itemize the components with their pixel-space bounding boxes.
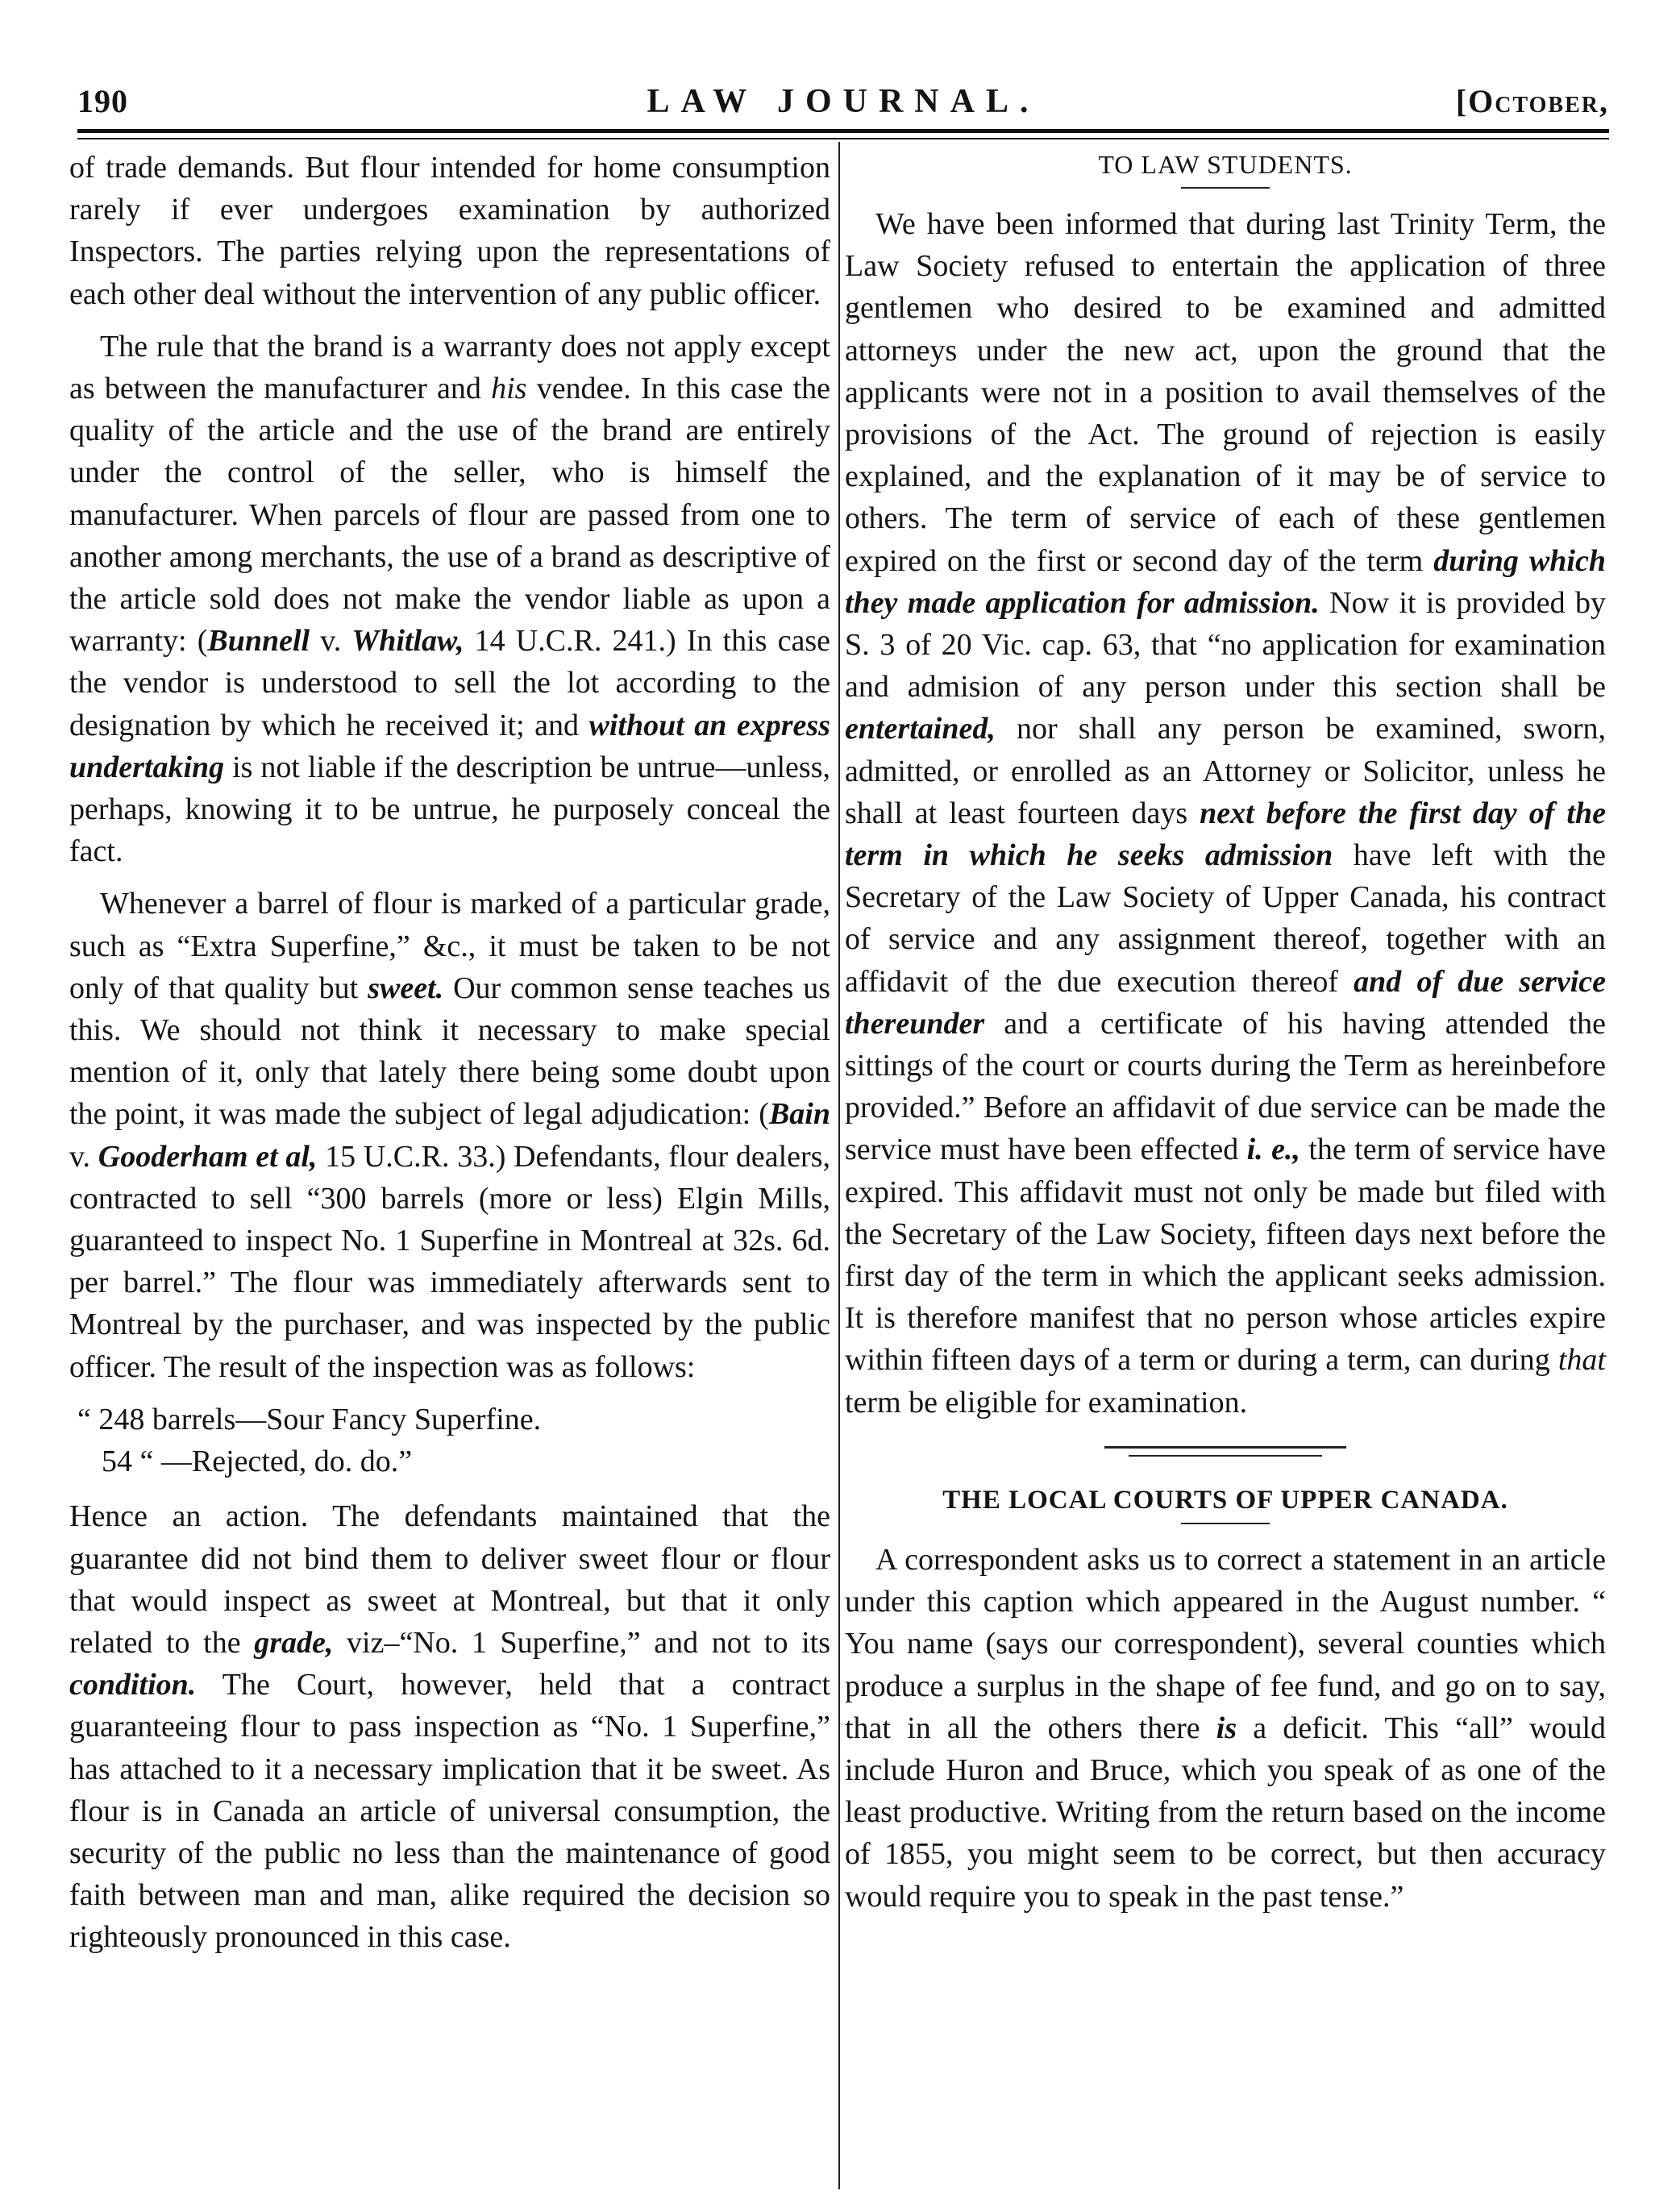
text-run: The Court, however, held that a contract guaranteeing flour to pass inspection as “No. 1 Superfine,” has attached to it a necessary implication that it be sweet. As flour is in Canada an article of universal consumption, the security of the public no less than the maintenance of good faith between man and man, alike required the decision so righteously pronounced in this case. [69,1668,830,1955]
page-header [77,79,1609,127]
italic-run: i. e., [1246,1133,1300,1167]
text-run: 15 U.C.R. 33.) Defendants, flour dealers, contracted to sell “300 barrels (more or less) Elgin Mills, guaranteed to inspect No. 1 Superfine in Montreal at 32s. 6d. per barrel.” The flour was immediately afterwards sent to Montreal by the purchaser, and was inspected by the public officer. The result of the inspection was as follows: [69,1139,830,1384]
divider-line [1104,1446,1346,1449]
text-run: have left with the Secretary of the Law Society of Upper Canada, his contract of service and any assignment thereof, together with an affidavit of the due execution thereof [845,838,1606,999]
case-citation: Bunnell [207,624,310,659]
title-underline [1181,187,1270,189]
text-run: nor shall any person be examined, sworn, admitted, or enrolled as an Attorney or Solicitor, unless he shall at least fourteen days [845,712,1606,830]
text-run: A correspondent asks us to correct a statement in an article under this caption which appeared in the August number. “ You name (says our correspondent), several counties which produce a surplus in the shape of fee fund, and go on to say, that in all the others there [845,1542,1606,1745]
text-run: is not liable if the description be untrue—unless, perhaps, knowing it to be untrue, he purposely conceal the fact. [69,750,830,869]
section-divider [1104,1446,1346,1457]
paragraph-law-students [845,203,1606,1424]
text-run: We have been informed that during last Trinity Term, the Law Society refused to entertain the application of three gentlemen who desired to be examined and admitted attorneys under the new act, upon the ground that the applicants were not in a position to avail themselves of the provisions of the Act. The ground of rejection is easily explained, and the explanation of it may be of service to others. The term of service of each of these gentlemen expired on the first or second day of the term [845,207,1606,578]
text-run: a deficit. This “all” would include Huron and Bruce, which you speak of as one of the least productive. Writing from the return based on the income of 1855, you might seem to be correct, but then accuracy would require you to speak in the past tense.” [845,1711,1606,1914]
italic-run: condition. [69,1668,197,1702]
left-column [69,147,830,1969]
italic-run: entertained, [845,712,996,746]
text-run: and a certificate of his having attended the sittings of the court or courts during the Term as hereinbefore provided.” Before an affidavit of due service can be made the service must have been effected [845,1006,1606,1167]
italic-run: that [1557,1343,1606,1378]
paragraph-flour-inspection: of trade demands. But flour intended for home consumption rarely if ever undergoes examination by authorized Inspectors. The parties relying upon the representations of each other deal without the intervention of any public officer. [69,151,830,311]
column-divider [838,142,840,2189]
italic-run: grade, [254,1625,334,1660]
case-citation: Bain [768,1097,830,1132]
header-rule-thin [77,138,1609,139]
journal-title: LAW JOURNAL. [647,83,1040,120]
case-citation: Whitlaw, [351,624,464,659]
italic-run: is [1216,1711,1237,1745]
issue-month: [October, [1455,83,1609,119]
case-citation: Gooderham et al, [98,1139,318,1174]
paragraph-court-decision [69,1495,830,1958]
italic-run: during which they made application for admission. [845,543,1606,620]
inspection-result-line: 54 “ —Rejected, do. do.” [102,1445,413,1479]
inspection-result-line: “ 248 barrels—Sour Fancy Superfine. [77,1402,542,1436]
text-run: term be eligible for examination. [845,1385,1248,1420]
italic-run: next before the first day of the term in which he seeks admission [845,796,1606,873]
text-run: the term of service have expired. This affidavit must not only be made but filed with the Secretary of the Law Society, fifteen days next before the first day of the term in which the applicant seeks admission. It is therefore manifest that no person whose articles expire within fifteen days of a term or during a term, can during [845,1133,1606,1378]
text-run: The rule that the brand is a warranty does not apply except as between the manufacturer and [69,329,830,406]
section-title-law-students: TO LAW STUDENTS. [1098,150,1353,179]
page-number: 190 [77,83,128,119]
header-rule-thick [77,129,1609,133]
text-run: Now it is provided by S. 3 of 20 Vic. cap. 63, that “no application for examination and admision of any person under this section shall be [845,585,1606,705]
text-run: vendee. In this case the quality of the article and the use of the brand are entirely under the control of the seller, who is himself the manufacturer. When parcels of flour are passed from one to another among merchants, the use of a brand as descriptive of the article sold does not make the vendor liable as upon a warranty: ( [69,372,830,659]
paragraph-sweet-flour [69,883,830,1387]
text-run: v. [310,624,352,659]
text-run: viz–“No. 1 Superfine,” and not to its [333,1625,830,1660]
italic-run: his [491,372,527,406]
divider-line [1129,1455,1322,1457]
text-run: Whenever a barrel of flour is marked of a particular grade, such as “Extra Superfine,” &c., it must be taken to be not only of that quality but [69,887,830,1005]
right-column [845,147,1606,1928]
italic-run: sweet. [368,971,444,1005]
italic-run: without an express undertaking [69,708,830,784]
text-run: Our common sense teaches us this. We should not think it necessary to make special mention of it, only that lately there being some doubt upon the point, it was made the subject of legal adjudication: ( [69,971,830,1132]
text-run: v. [69,1139,98,1174]
paragraph-brand-warranty [69,326,830,873]
paragraph-local-courts [845,1539,1606,1918]
title-underline [1181,1523,1270,1524]
text-run: 14 U.C.R. 241.) In this case the vendor is understood to sell the lot according to the designation by which he received it; and [69,624,830,742]
italic-run: and of due service thereunder [845,964,1606,1041]
section-title-local-courts: THE LOCAL COURTS OF UPPER CANADA. [942,1485,1508,1515]
text-run: Hence an action. The defendants maintained that the guarantee did not bind them to deliver sweet flour or flour that would inspect as sweet at Montreal, but that it only related to the [69,1499,830,1660]
